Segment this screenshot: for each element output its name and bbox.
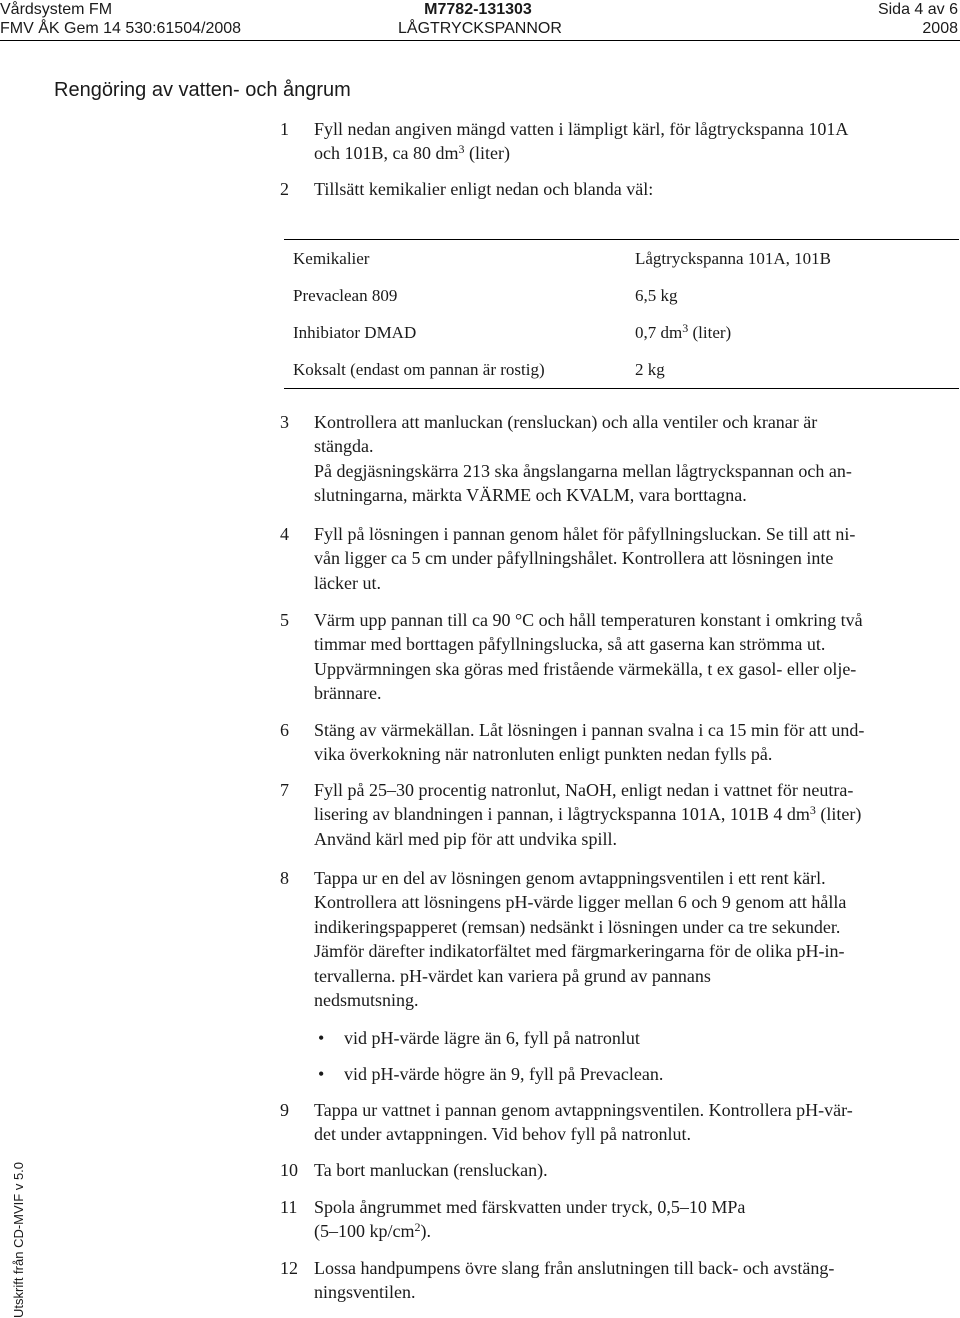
header-document-id: FMV ÅK Gem 14 530:61504/2008 xyxy=(0,20,242,37)
header-doc-title: LÅGTRYCKSPANNOR xyxy=(398,20,562,37)
step-5 xyxy=(280,608,956,706)
table-bottom-rule xyxy=(284,388,959,389)
header-doc-number: M7782-131303 xyxy=(424,1,532,18)
step-12 xyxy=(280,1256,956,1305)
step-text: Fyll nedan angiven mängd vatten i lämpligt kärl, för lågtryckspanna 101A och 101B, ca 80 $dm^3$ (liter) xyxy=(314,119,849,164)
table-row xyxy=(284,277,959,314)
header-divider xyxy=(0,40,960,41)
step-number: 9 xyxy=(280,1100,289,1120)
step-7 xyxy=(280,778,956,851)
step-text: Värm upp pannan till ca 90 °C och håll temperaturen konstant i omkring två timmar med borttagen påfyllningslucka, så att gaserna kan strömma ut. Uppvärmningen ska göras med fristående värmekälla, t ex gasol- eller olje- brännare. xyxy=(314,610,863,704)
chemical-name: Prevaclean 809 xyxy=(293,286,398,305)
step-text: Fyll på 25–30 procentig natronlut, NaOH, enligt nedan i vattnet för neutra- lisering av blandningen i pannan, i lågtryckspanna 101A, 101B 4 $dm^3$ (liter) Använd kärl med pip för att undvika spill. xyxy=(314,780,862,849)
column-header-boiler: Lågtryckspanna 101A, 101B xyxy=(635,249,831,268)
step-number: 1 xyxy=(280,119,289,139)
step-text: Spola ångrummet med färskvatten under tryck, 0,5–10 MPa (5–100 $kp/cm^2$). xyxy=(314,1197,746,1242)
step-text: Tillsätt kemikalier enligt nedan och blanda väl: xyxy=(314,179,654,199)
step-text: Tappa ur en del av lösningen genom avtappningsventilen i ett rent kärl. Kontrollera att lösningens pH-värde ligger mellan 6 och 9 genom att hålla indikeringspapperet (remsan) nedsänkt i lösningen under ca tre sekunder. Jämför därefter indikatorfältet med färgmarkeringarna för de olika pH-in- tervallerna. pH-värdet kan variera på grund av pannans nedsmutsning. xyxy=(314,868,847,1011)
step-number: 8 xyxy=(280,868,289,888)
bullet-text: vid pH-värde lägre än 6, fyll på natronlut xyxy=(344,1028,640,1048)
step-number: 10 xyxy=(280,1160,298,1180)
column-header-chemicals: Kemikalier xyxy=(293,249,370,268)
step-2 xyxy=(280,177,956,201)
step-text: Fyll på lösningen i pannan genom hålet för påfyllningsluckan. Se till att ni- vån ligger ca 5 cm under påfyllningshålet. Kontrollera att lösningen inte läcker ut. xyxy=(314,524,856,593)
chemicals-table xyxy=(284,239,959,389)
step-10 xyxy=(280,1158,956,1182)
step-text: Stäng av värmekällan. Låt lösningen i pannan svalna i ca 15 min för att und- vika överkokning när natronluten enligt punkten nedan fylls på. xyxy=(314,720,865,765)
step-9 xyxy=(280,1098,956,1147)
header-year: 2008 xyxy=(922,20,958,37)
chemical-amount: 2 kg xyxy=(635,360,665,379)
chemical-amount: 0,7 $dm^3$ (liter) xyxy=(635,321,732,342)
bullet-icon: • xyxy=(318,1028,325,1048)
step-text: Kontrollera att manluckan (rensluckan) och alla ventiler och kranar är stängda. På degjäsningskärra 213 ska ångslangarna mellan lågtryckspannan och an- slutningarna, märkta VÄRME och KVALM, vara borttagna. xyxy=(314,412,852,506)
bullet-text: vid pH-värde högre än 9, fyll på Prevaclean. xyxy=(344,1064,664,1084)
header-center xyxy=(398,0,562,38)
header-right xyxy=(878,0,958,38)
step-number: 11 xyxy=(280,1197,298,1217)
step-number: 5 xyxy=(280,610,289,630)
step-8 xyxy=(280,866,956,1012)
chemical-name: Inhibiator DMAD xyxy=(293,323,417,342)
print-source-label: Utskrift från CD-MVIF v 5.0 xyxy=(11,1161,26,1318)
header-left xyxy=(0,0,241,38)
step-6 xyxy=(280,718,956,767)
table-row xyxy=(284,314,959,351)
step-3 xyxy=(280,410,956,508)
step-4 xyxy=(280,522,956,595)
step-1 xyxy=(280,117,956,166)
step-number: 3 xyxy=(280,412,289,432)
step-text: Tappa ur vattnet i pannan genom avtappningsventilen. Kontrollera pH-vär- det under avtappningen. Vid behov fyll på natronlut. xyxy=(314,1100,853,1145)
chemical-name: Koksalt (endast om pannan är rostig) xyxy=(293,360,545,379)
step-number: 6 xyxy=(280,720,289,740)
page-number: Sida 4 av 6 xyxy=(877,1,958,18)
header-system: Vårdsystem FM xyxy=(0,1,113,18)
step-number: 2 xyxy=(280,179,289,199)
step-11 xyxy=(280,1195,956,1244)
table-header-row xyxy=(284,240,959,277)
section-title: Rengöring av vatten- och ångrum xyxy=(54,79,351,101)
step-number: 4 xyxy=(280,524,289,544)
step-number: 12 xyxy=(280,1258,298,1278)
step-text: Ta bort manluckan (rensluckan). xyxy=(314,1160,548,1180)
table-row xyxy=(284,351,959,388)
chemical-amount: 6,5 kg xyxy=(635,286,678,305)
bullet-icon: • xyxy=(318,1064,325,1084)
step-number: 7 xyxy=(280,780,289,800)
step-text: Lossa handpumpens övre slang från anslutningen till back- och avstäng- ningsventilen. xyxy=(314,1258,835,1303)
